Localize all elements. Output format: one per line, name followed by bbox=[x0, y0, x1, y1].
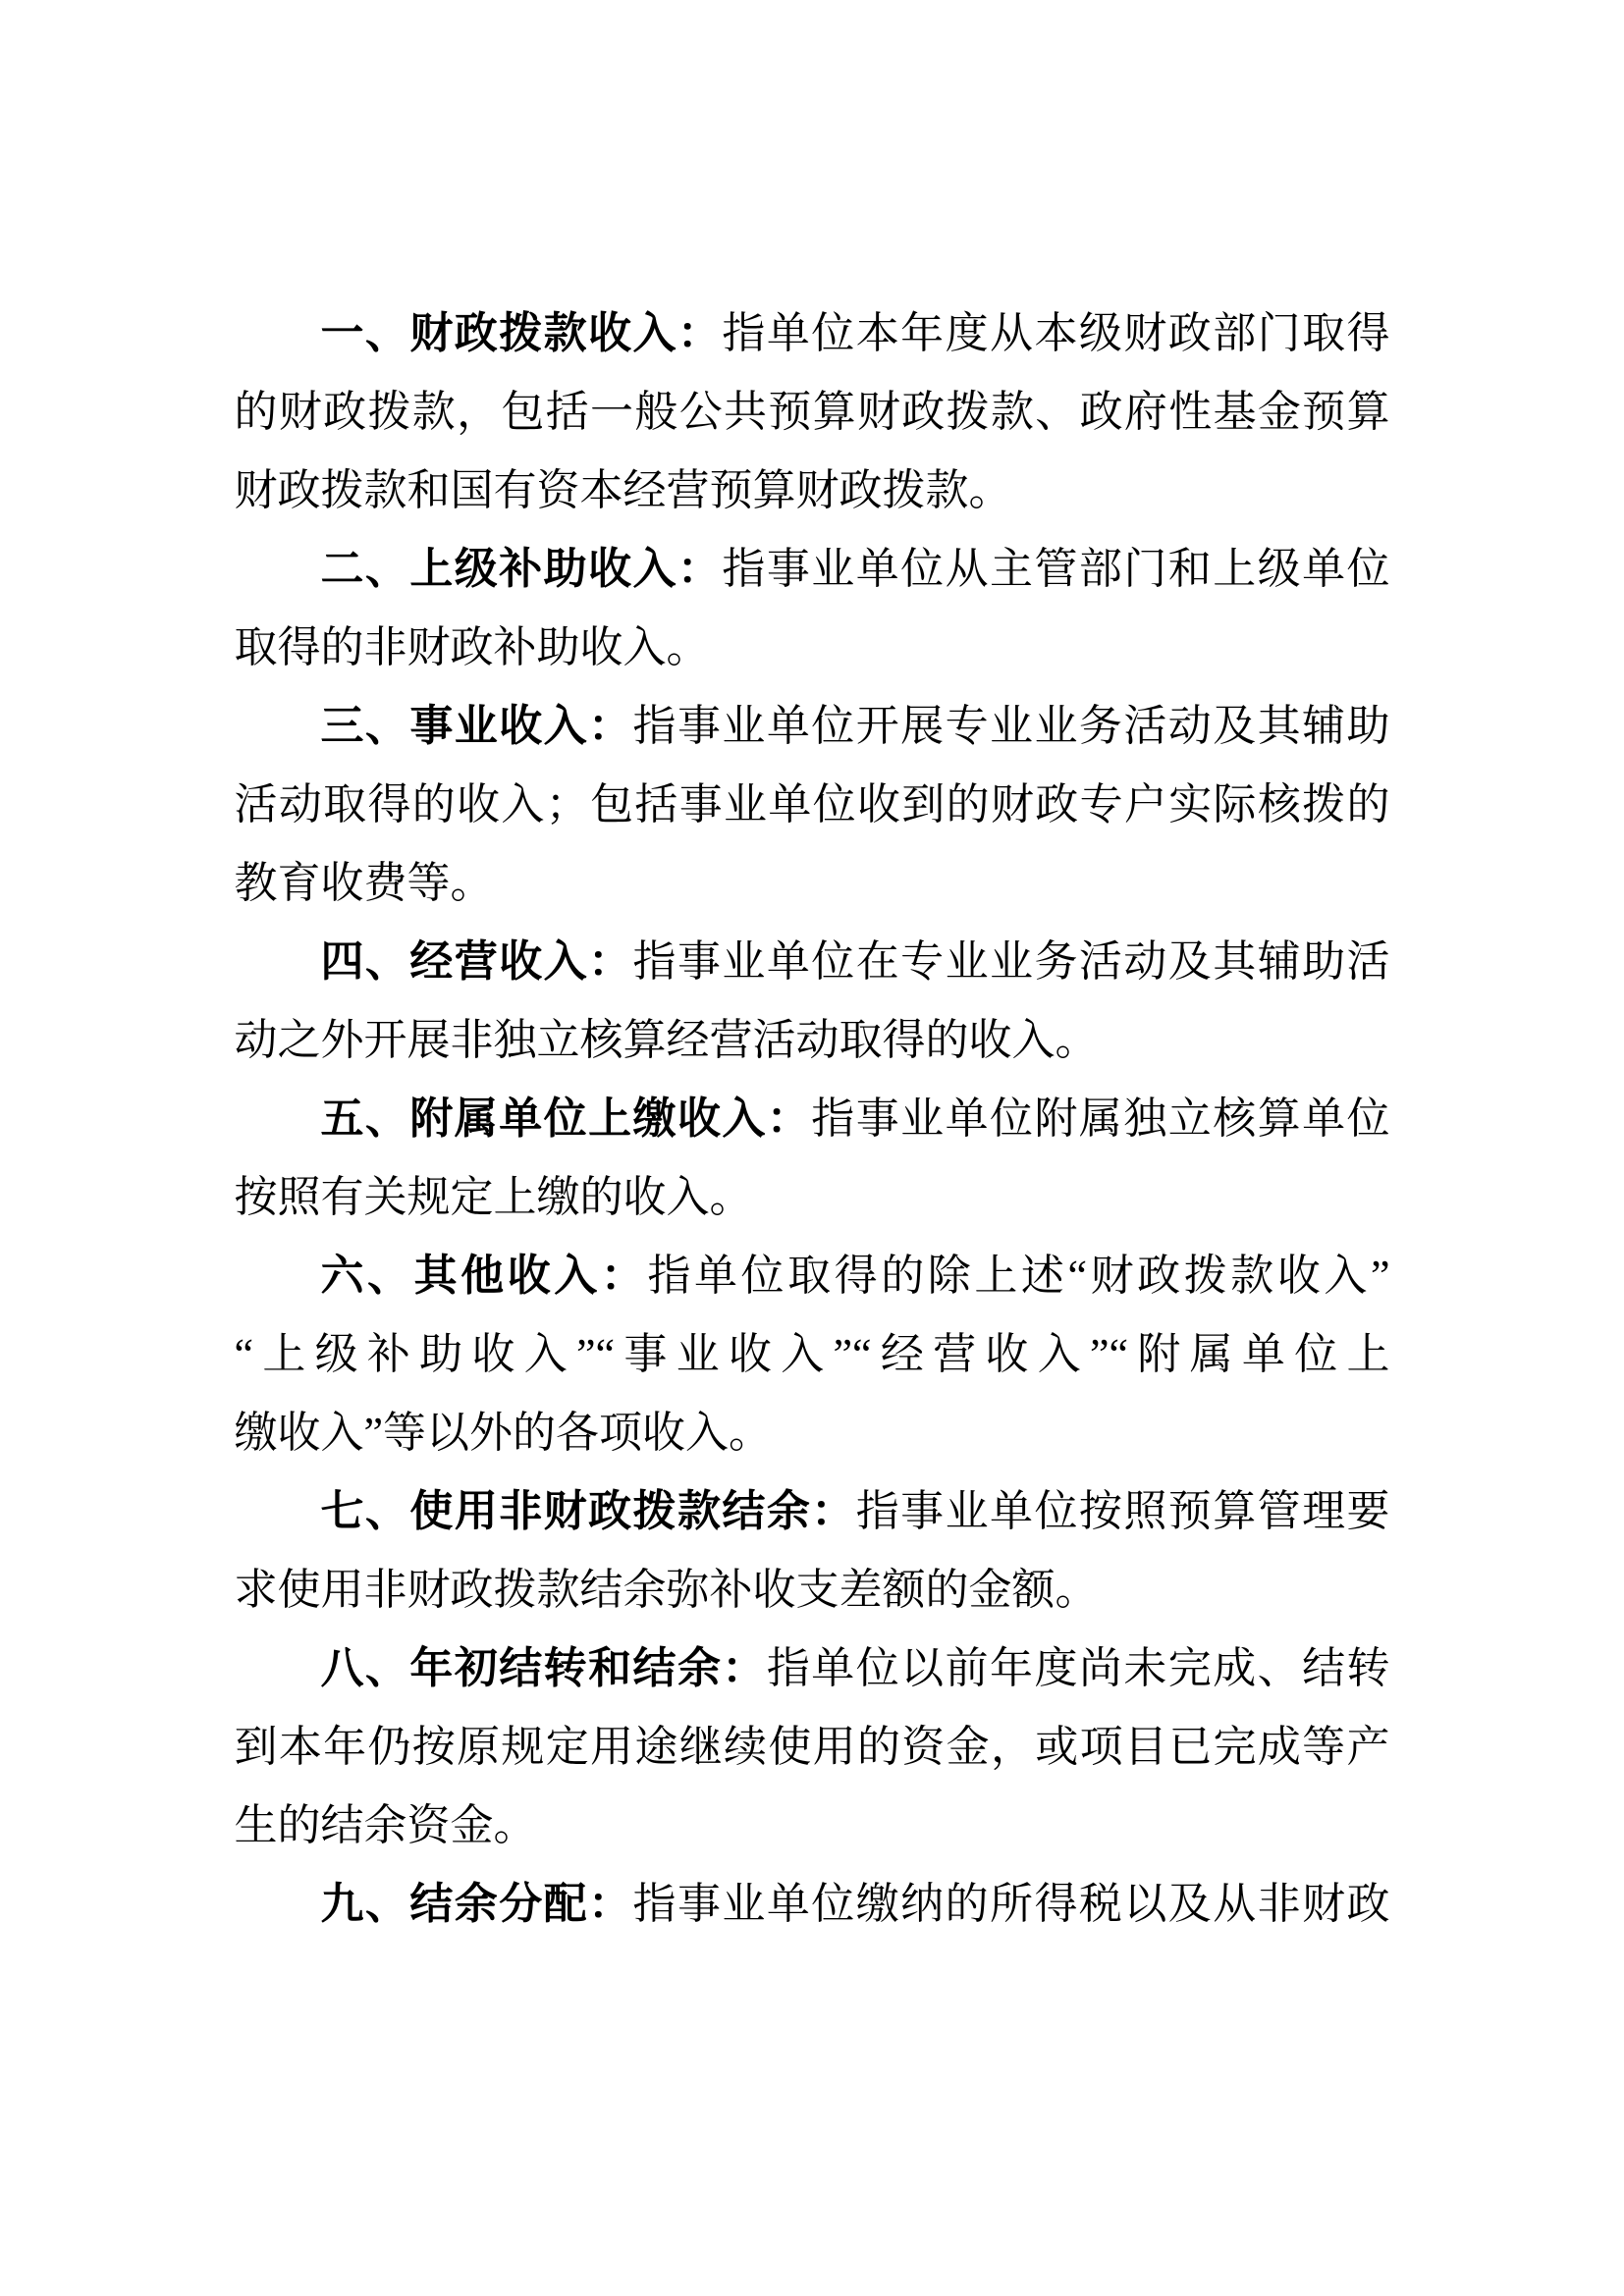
paragraph-line bbox=[235, 1865, 1390, 1944]
definition-text: 指事业单位按照预算管理要 bbox=[855, 1487, 1390, 1535]
paragraph-line bbox=[235, 294, 1390, 373]
paragraph-line bbox=[235, 530, 1390, 609]
definition-paragraph-4 bbox=[235, 923, 1390, 1080]
paragraph-line bbox=[235, 923, 1390, 1001]
definition-text: 指事业单位附属独立核算单位 bbox=[811, 1095, 1390, 1143]
definition-paragraph-7 bbox=[235, 1472, 1390, 1629]
definition-paragraph-1 bbox=[235, 294, 1390, 530]
paragraph-line: “上级补助收入”“事业收入”“经营收入”“附属单位上 bbox=[234, 1330, 1390, 1378]
paragraph-line: 取得的非财政补助收入。 bbox=[234, 623, 710, 671]
definition-text: 指单位取得的除上述“财政拨款收入” bbox=[647, 1252, 1390, 1300]
definition-paragraph-9 bbox=[235, 1865, 1390, 1944]
term-heading: 二、上级补助收入： bbox=[320, 545, 723, 593]
definition-text: 指事业单位开展专业业务活动及其辅助 bbox=[632, 702, 1390, 750]
paragraph-line bbox=[235, 1472, 1390, 1551]
paragraph-line bbox=[235, 687, 1390, 766]
paragraph-line bbox=[235, 1237, 1390, 1315]
definition-text: 指事业单位缴纳的所得税以及从非财政 bbox=[632, 1880, 1390, 1928]
definition-text: 指单位以前年度尚未完成、结转 bbox=[766, 1644, 1390, 1692]
paragraph-line: 生的结余资金。 bbox=[234, 1801, 537, 1849]
term-heading: 三、事业收入： bbox=[320, 702, 633, 750]
definition-paragraph-5 bbox=[235, 1080, 1390, 1237]
paragraph-line: 的财政拨款，包括一般公共预算财政拨款、政府性基金预算 bbox=[234, 388, 1390, 436]
term-heading: 六、其他收入： bbox=[320, 1252, 648, 1300]
paragraph-line: 求使用非财政拨款结余弥补收支差额的金额。 bbox=[234, 1566, 1099, 1614]
definition-text: 指单位本年度从本级财政部门取得 bbox=[722, 309, 1390, 357]
text-block bbox=[235, 0, 1390, 1944]
term-heading: 一、财政拨款收入： bbox=[320, 309, 723, 357]
definition-paragraph-8 bbox=[235, 1629, 1390, 1865]
paragraph-line: 到本年仍按原规定用途继续使用的资金，或项目已完成等产 bbox=[234, 1723, 1390, 1771]
paragraph-line: 缴收入”等以外的各项收入。 bbox=[234, 1409, 773, 1457]
paragraph-line: 活动取得的收入；包括事业单位收到的财政专户实际核拨的 bbox=[234, 780, 1390, 828]
definition-paragraph-3 bbox=[235, 687, 1390, 923]
definition-text: 指事业单位从主管部门和上级单位 bbox=[722, 545, 1390, 593]
paragraph-line bbox=[235, 1629, 1390, 1708]
term-heading: 八、年初结转和结余： bbox=[320, 1644, 767, 1692]
paragraph-line: 动之外开展非独立核算经营活动取得的收入。 bbox=[234, 1016, 1099, 1064]
paragraph-line: 按照有关规定上缴的收入。 bbox=[234, 1173, 753, 1221]
paragraph-line: 教育收费等。 bbox=[234, 859, 494, 907]
paragraph-line bbox=[235, 1080, 1390, 1158]
term-heading: 七、使用非财政拨款结余： bbox=[320, 1487, 856, 1535]
term-heading: 五、附属单位上缴收入： bbox=[320, 1095, 812, 1143]
term-heading: 九、结余分配： bbox=[320, 1880, 633, 1928]
paragraph-line: 财政拨款和国有资本经营预算财政拨款。 bbox=[234, 466, 1012, 514]
definition-paragraph-6 bbox=[235, 1237, 1390, 1472]
definition-paragraph-2 bbox=[235, 530, 1390, 687]
definition-text: 指事业单位在专业业务活动及其辅助活 bbox=[632, 937, 1390, 986]
term-heading: 四、经营收入： bbox=[320, 937, 633, 986]
